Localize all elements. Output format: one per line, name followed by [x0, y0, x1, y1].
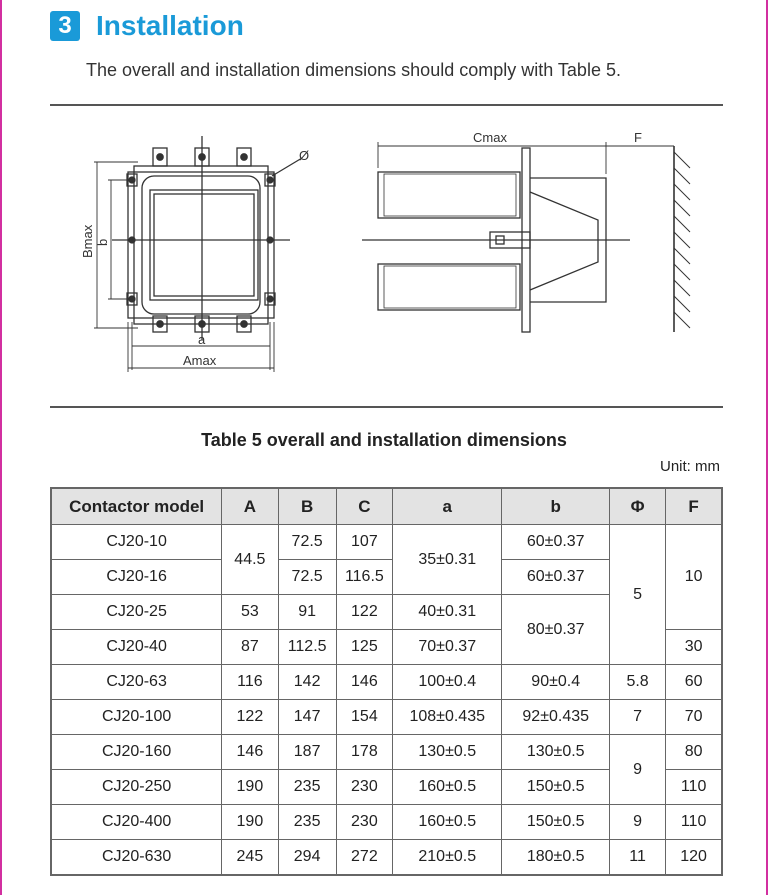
cell-b: 150±0.5: [502, 770, 609, 805]
cell-a: 108±0.435: [393, 700, 502, 735]
cell-C: 178: [336, 735, 392, 770]
cell-B: 72.5: [278, 525, 336, 560]
cell-B: 147: [278, 700, 336, 735]
label-a: a: [198, 332, 206, 347]
header-model: Contactor model: [51, 488, 222, 525]
cell-F: 120: [666, 840, 722, 876]
label-b: b: [95, 238, 110, 246]
cell-a: 160±0.5: [393, 770, 502, 805]
cell-A: 146: [222, 735, 278, 770]
cell-a: 130±0.5: [393, 735, 502, 770]
header-F: F: [666, 488, 722, 525]
unit-label: Unit: mm: [660, 458, 720, 475]
cell-F: 70: [666, 700, 722, 735]
cell-F: 30: [666, 630, 722, 665]
table-row: [51, 665, 722, 700]
cell-phi: 9: [609, 735, 665, 805]
section-header: [50, 10, 244, 42]
cell-a: 100±0.4: [393, 665, 502, 700]
cell-a: 40±0.31: [393, 595, 502, 630]
cell-C: 154: [336, 700, 392, 735]
cell-A: 87: [222, 630, 278, 665]
cell-b: 180±0.5: [502, 840, 609, 876]
cell-model: CJ20-100: [51, 700, 222, 735]
cell-b: 80±0.37: [502, 595, 609, 665]
cell-model: CJ20-400: [51, 805, 222, 840]
label-f: F: [634, 130, 642, 145]
section-number-badge: 3: [50, 11, 80, 41]
cell-B: 112.5: [278, 630, 336, 665]
table-row: [51, 840, 722, 876]
bottom-divider: [50, 406, 723, 408]
header-b: b: [502, 488, 609, 525]
cell-a: 35±0.31: [393, 525, 502, 595]
cell-phi: 5.8: [609, 665, 665, 700]
cell-B: 235: [278, 770, 336, 805]
cell-C: 116.5: [336, 560, 392, 595]
top-divider: [50, 104, 723, 106]
cell-A: 190: [222, 770, 278, 805]
cell-C: 230: [336, 805, 392, 840]
cell-C: 125: [336, 630, 392, 665]
table-row: [51, 700, 722, 735]
dimensions-table: [50, 487, 723, 876]
cell-model: CJ20-630: [51, 840, 222, 876]
cell-a: 160±0.5: [393, 805, 502, 840]
cell-model: CJ20-10: [51, 525, 222, 560]
cell-C: 122: [336, 595, 392, 630]
label-bmax: Bmax: [80, 224, 95, 258]
cell-b: 150±0.5: [502, 805, 609, 840]
cell-F: 110: [666, 805, 722, 840]
table-title: Table 5 overall and installation dimensions: [201, 430, 567, 450]
label-cmax: Cmax: [473, 130, 507, 145]
cell-a: 210±0.5: [393, 840, 502, 876]
cell-C: 146: [336, 665, 392, 700]
cell-B: 235: [278, 805, 336, 840]
table-header-row: [51, 488, 722, 525]
label-amax: Amax: [183, 353, 217, 368]
cell-b: 130±0.5: [502, 735, 609, 770]
table-row: [51, 735, 722, 770]
cell-B: 142: [278, 665, 336, 700]
header-A: A: [222, 488, 278, 525]
cell-B: 187: [278, 735, 336, 770]
cell-a: 70±0.37: [393, 630, 502, 665]
cell-F: 10: [666, 525, 722, 630]
label-phi: Ø: [299, 148, 310, 163]
cell-A: 53: [222, 595, 278, 630]
cell-model: CJ20-250: [51, 770, 222, 805]
header-B: B: [278, 488, 336, 525]
cell-F: 60: [666, 665, 722, 700]
section-title: Installation: [96, 10, 244, 41]
cell-b: 60±0.37: [502, 525, 609, 560]
cell-B: 91: [278, 595, 336, 630]
cell-phi: 7: [609, 700, 665, 735]
table-row: [51, 805, 722, 840]
cell-A: 190: [222, 805, 278, 840]
cell-model: CJ20-25: [51, 595, 222, 630]
cell-B: 72.5: [278, 560, 336, 595]
cell-phi: 5: [609, 525, 665, 665]
cell-F: 110: [666, 770, 722, 805]
cell-A: 122: [222, 700, 278, 735]
header-phi: Φ: [609, 488, 665, 525]
cell-model: CJ20-40: [51, 630, 222, 665]
cell-b: 90±0.4: [502, 665, 609, 700]
cell-b: 60±0.37: [502, 560, 609, 595]
cell-C: 230: [336, 770, 392, 805]
cell-B: 294: [278, 840, 336, 876]
cell-phi: 11: [609, 840, 665, 876]
installation-drawing: [50, 108, 723, 404]
cell-model: CJ20-160: [51, 735, 222, 770]
cell-model: CJ20-63: [51, 665, 222, 700]
cell-A: 116: [222, 665, 278, 700]
cell-phi: 9: [609, 805, 665, 840]
cell-b: 92±0.435: [502, 700, 609, 735]
cell-model: CJ20-16: [51, 560, 222, 595]
side-view-drawing: [362, 142, 690, 332]
cell-A: 245: [222, 840, 278, 876]
cell-C: 272: [336, 840, 392, 876]
header-C: C: [336, 488, 392, 525]
header-a: a: [393, 488, 502, 525]
cell-A: 44.5: [222, 525, 278, 595]
table-row: [51, 525, 722, 560]
cell-C: 107: [336, 525, 392, 560]
intro-text: The overall and installation dimensions should comply with Table 5.: [86, 60, 621, 80]
cell-F: 80: [666, 735, 722, 770]
